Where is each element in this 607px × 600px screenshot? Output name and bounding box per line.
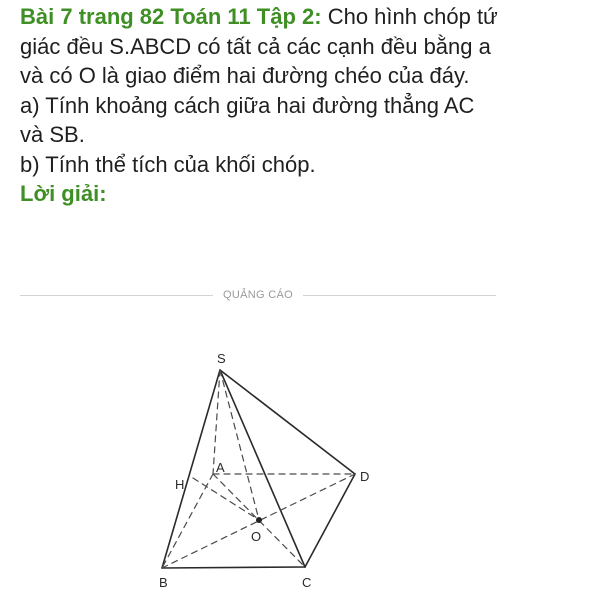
edge-SA-hidden: [213, 370, 220, 474]
edge-SB: [162, 370, 220, 568]
problem-heading: Bài 7 trang 82 Toán 11 Tập 2:: [20, 4, 322, 29]
label-O: O: [251, 529, 262, 544]
label-A: A: [216, 460, 225, 475]
problem-part-b: b) Tính thể tích của khối chóp.: [20, 151, 316, 177]
edge-CD: [305, 474, 355, 567]
edge-BC: [162, 567, 305, 568]
label-C: C: [302, 575, 312, 590]
edge-AB-hidden: [162, 474, 213, 568]
point-O-dot: [256, 517, 262, 523]
edge-SC: [220, 370, 305, 567]
solution-title: Lời giải:: [20, 181, 107, 206]
segment-HO-hidden: [193, 478, 259, 520]
label-S: S: [217, 351, 226, 366]
edge-SD: [220, 370, 355, 474]
label-D: D: [360, 469, 370, 484]
problem-statement-start: Cho hình chóp: [321, 4, 471, 29]
problem-part-a: a) Tính khoảng cách giữa hai đường thẳng AC và SB.: [20, 92, 475, 147]
label-B: B: [159, 575, 168, 590]
problem-statement-rest: tứ giác đều S.ABCD có tất cả các cạnh đều bằng a và có O là giao điểm hai đường chéo của đáy.: [20, 4, 498, 88]
label-H: H: [175, 477, 185, 492]
ad-label: QUẢNG CÁO: [223, 289, 293, 301]
